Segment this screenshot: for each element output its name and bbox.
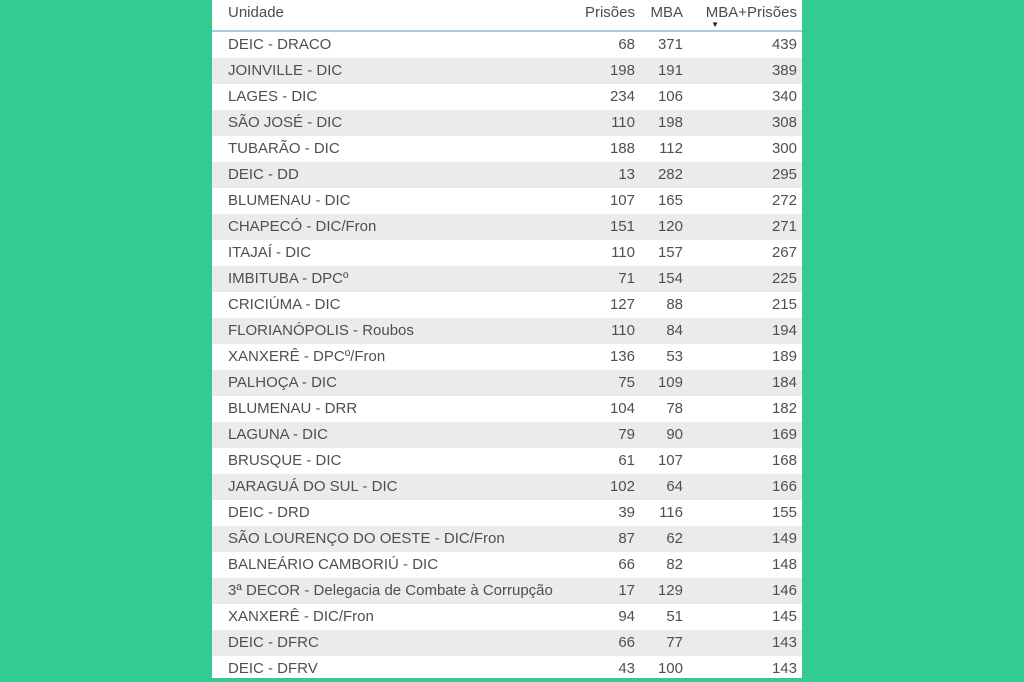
- cell-unidade: LAGUNA - DIC: [228, 426, 329, 443]
- cell-prisoes: 102: [609, 478, 635, 495]
- cell-mba_prisoes: 182: [771, 400, 797, 417]
- table-row[interactable]: [212, 110, 802, 136]
- cell-mba_prisoes: 169: [771, 426, 797, 443]
- table-header-row: [212, 0, 802, 32]
- cell-mba: 116: [659, 504, 683, 521]
- cell-prisoes: 66: [618, 634, 635, 651]
- cell-mba_prisoes: 194: [771, 322, 797, 339]
- cell-mba_prisoes: 143: [771, 634, 797, 651]
- cell-prisoes: 188: [609, 140, 635, 157]
- table-row[interactable]: [212, 604, 802, 630]
- cell-mba_prisoes: 225: [771, 270, 797, 287]
- cell-prisoes: 104: [609, 400, 635, 417]
- cell-mba: 64: [666, 478, 683, 495]
- cell-prisoes: 66: [618, 556, 635, 573]
- table-row[interactable]: [212, 84, 802, 110]
- cell-unidade: TUBARÃO - DIC: [228, 140, 340, 157]
- cell-prisoes: 151: [609, 218, 635, 235]
- cell-prisoes: 68: [618, 36, 635, 53]
- cell-unidade: BLUMENAU - DIC: [228, 192, 351, 209]
- cell-prisoes: 127: [609, 296, 635, 313]
- table-row[interactable]: [212, 214, 802, 240]
- cell-prisoes: 110: [611, 114, 635, 131]
- cell-mba_prisoes: 308: [771, 114, 797, 131]
- column-header-prisoes[interactable]: Prisões: [584, 4, 635, 21]
- cell-mba_prisoes: 168: [771, 452, 797, 469]
- cell-mba_prisoes: 295: [771, 166, 797, 183]
- table-row[interactable]: [212, 266, 802, 292]
- cell-unidade: SÃO JOSÉ - DIC: [228, 114, 343, 131]
- cell-mba: 198: [657, 114, 683, 131]
- cell-prisoes: 39: [618, 504, 635, 521]
- cell-prisoes: 110: [611, 322, 635, 339]
- cell-mba_prisoes: 272: [771, 192, 797, 209]
- column-header-mba-prisoes-label: MBA+Prisões: [705, 4, 797, 21]
- cell-prisoes: 107: [609, 192, 635, 209]
- cell-prisoes: 43: [618, 660, 635, 677]
- table-row[interactable]: [212, 448, 802, 474]
- cell-unidade: ITAJAÍ - DIC: [228, 244, 312, 261]
- cell-mba: 129: [657, 582, 683, 599]
- table-row[interactable]: [212, 58, 802, 84]
- cell-prisoes: 71: [618, 270, 635, 287]
- column-header-mba-prisoes[interactable]: [683, 0, 797, 29]
- cell-prisoes: 198: [609, 62, 635, 79]
- table-row[interactable]: [212, 344, 802, 370]
- cell-prisoes: 17: [618, 582, 635, 599]
- cell-mba: 88: [666, 296, 683, 313]
- cell-mba_prisoes: 145: [771, 608, 797, 625]
- cell-mba: 371: [657, 36, 683, 53]
- cell-mba: 106: [657, 88, 683, 105]
- cell-mba: 53: [666, 348, 683, 365]
- cell-mba: 191: [657, 62, 683, 79]
- cell-unidade: FLORIANÓPOLIS - Roubos: [228, 322, 414, 339]
- table-row[interactable]: [212, 526, 802, 552]
- column-header-unidade[interactable]: Unidade: [228, 4, 284, 21]
- cell-unidade: DEIC - DRACO: [228, 36, 332, 53]
- table-row[interactable]: [212, 474, 802, 500]
- cell-unidade: DEIC - DFRC: [228, 634, 319, 651]
- table-row[interactable]: [212, 370, 802, 396]
- table-row[interactable]: [212, 240, 802, 266]
- cell-mba: 107: [657, 452, 683, 469]
- cell-mba: 165: [657, 192, 683, 209]
- cell-mba_prisoes: 439: [771, 36, 797, 53]
- cell-mba_prisoes: 215: [771, 296, 797, 313]
- cell-mba: 157: [657, 244, 683, 261]
- cell-unidade: DEIC - DRD: [228, 504, 310, 521]
- cell-prisoes: 75: [618, 374, 635, 391]
- cell-unidade: IMBITUBA - DPCº: [228, 270, 349, 287]
- cell-unidade: 3ª DECOR - Delegacia de Combate à Corrupção: [228, 582, 553, 599]
- cell-mba_prisoes: 300: [771, 140, 797, 157]
- cell-prisoes: 79: [618, 426, 635, 443]
- table-row[interactable]: [212, 500, 802, 526]
- cell-mba: 62: [666, 530, 683, 547]
- table-row[interactable]: [212, 578, 802, 604]
- cell-mba: 100: [657, 660, 683, 677]
- cell-prisoes: 136: [609, 348, 635, 365]
- cell-unidade: BRUSQUE - DIC: [228, 452, 342, 469]
- cell-prisoes: 87: [618, 530, 635, 547]
- table-row[interactable]: [212, 396, 802, 422]
- cell-mba_prisoes: 143: [771, 660, 797, 677]
- cell-mba: 154: [657, 270, 683, 287]
- cell-mba_prisoes: 155: [771, 504, 797, 521]
- column-header-mba[interactable]: MBA: [650, 4, 683, 21]
- cell-prisoes: 110: [611, 244, 635, 261]
- cell-prisoes: 94: [618, 608, 635, 625]
- cell-mba_prisoes: 148: [771, 556, 797, 573]
- cell-mba: 51: [666, 608, 683, 625]
- cell-prisoes: 61: [618, 452, 635, 469]
- cell-mba: 109: [657, 374, 683, 391]
- cell-mba_prisoes: 271: [771, 218, 797, 235]
- cell-prisoes: 234: [609, 88, 635, 105]
- cell-mba_prisoes: 340: [771, 88, 797, 105]
- cell-mba_prisoes: 146: [771, 582, 797, 599]
- cell-mba: 90: [666, 426, 683, 443]
- cell-unidade: XANXERÊ - DIC/Fron: [228, 608, 374, 625]
- cell-unidade: XANXERÊ - DPCº/Fron: [228, 348, 386, 365]
- cell-mba_prisoes: 389: [771, 62, 797, 79]
- table-row[interactable]: [212, 422, 802, 448]
- cell-mba: 77: [666, 634, 683, 651]
- cell-unidade: BLUMENAU - DRR: [228, 400, 358, 417]
- cell-unidade: DEIC - DD: [228, 166, 299, 183]
- cell-mba_prisoes: 267: [771, 244, 797, 261]
- cell-mba: 282: [657, 166, 683, 183]
- cell-unidade: SÃO LOURENÇO DO OESTE - DIC/Fron: [228, 530, 505, 547]
- cell-mba: 82: [666, 556, 683, 573]
- cell-unidade: DEIC - DFRV: [228, 660, 318, 677]
- table-body: [212, 32, 802, 682]
- table-row[interactable]: [212, 188, 802, 214]
- table-row[interactable]: [212, 630, 802, 656]
- cell-mba_prisoes: 184: [771, 374, 797, 391]
- cell-unidade: CRICIÚMA - DIC: [228, 296, 341, 313]
- cell-unidade: JARAGUÁ DO SUL - DIC: [228, 478, 398, 495]
- table-row[interactable]: [212, 292, 802, 318]
- cell-prisoes: 13: [618, 166, 635, 183]
- cell-mba: 84: [666, 322, 683, 339]
- table-row[interactable]: [212, 136, 802, 162]
- cell-unidade: BALNEÁRIO CAMBORIÚ - DIC: [228, 556, 439, 573]
- table-row[interactable]: [212, 162, 802, 188]
- cell-unidade: LAGES - DIC: [228, 88, 318, 105]
- sort-descending-icon: ▼: [711, 20, 719, 29]
- table-row[interactable]: [212, 318, 802, 344]
- cell-mba_prisoes: 189: [771, 348, 797, 365]
- table-row[interactable]: [212, 552, 802, 578]
- cell-mba: 120: [657, 218, 683, 235]
- cell-mba_prisoes: 166: [771, 478, 797, 495]
- cell-mba: 78: [666, 400, 683, 417]
- cell-mba_prisoes: 149: [771, 530, 797, 547]
- table-row[interactable]: [212, 32, 802, 58]
- table-visual: [212, 0, 802, 678]
- cell-unidade: JOINVILLE - DIC: [228, 62, 343, 79]
- cell-mba: 112: [659, 140, 683, 157]
- cell-unidade: CHAPECÓ - DIC/Fron: [228, 218, 377, 235]
- cell-unidade: PALHOÇA - DIC: [228, 374, 337, 391]
- table-row[interactable]: [212, 656, 802, 682]
